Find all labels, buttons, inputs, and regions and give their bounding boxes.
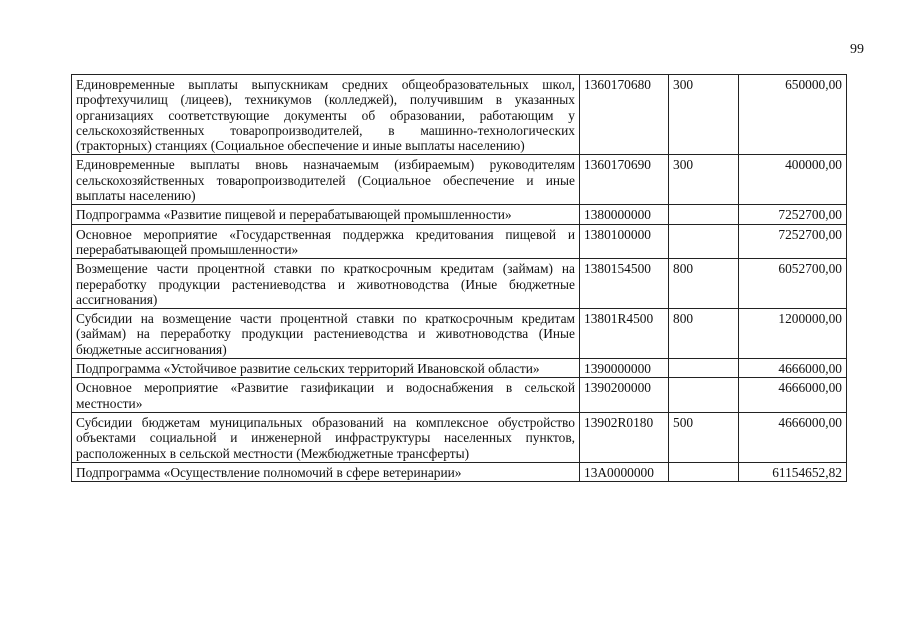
row-name: Возмещение части процентной ставки по краткосрочным кредитам (займам) на переработку продукции растениеводства и животноводства (Иные бюджетные ассигнования) [72,259,580,309]
row-expense-type: 500 [669,412,739,462]
row-sum: 7252700,00 [739,205,847,224]
row-code: 13902R0180 [580,412,669,462]
row-name: Основное мероприятие «Государственная поддержка кредитования пищевой и перерабатывающей промышленности» [72,224,580,259]
row-sum: 6052700,00 [739,259,847,309]
row-sum: 61154652,82 [739,462,847,481]
row-code: 1380000000 [580,205,669,224]
row-code: 1390200000 [580,378,669,413]
row-expense-type [669,205,739,224]
row-name: Подпрограмма «Устойчивое развитие сельских территорий Ивановской области» [72,359,580,378]
row-name: Основное мероприятие «Развитие газификации и водоснабжения в сельской местности» [72,378,580,413]
table-row [72,378,847,413]
row-sum: 4666000,00 [739,359,847,378]
table-row [72,259,847,309]
row-expense-type: 800 [669,259,739,309]
row-expense-type: 300 [669,155,739,205]
budget-table [71,74,847,482]
row-code: 13А0000000 [580,462,669,481]
row-name: Единовременные выплаты выпускникам средних общеобразовательных школ, профтехучилищ (лицеев), техникумов (колледжей), получившим в указанных организациях соответствующие документы об образовании, работающим у сельскохозяйственных товаропроизводителей, в машинно-технологических (тракторных) станциях (Социальное обеспечение и иные выплаты населению) [72,75,580,155]
table-row [72,155,847,205]
row-code: 1380100000 [580,224,669,259]
table-row [72,205,847,224]
row-sum: 4666000,00 [739,378,847,413]
row-sum: 1200000,00 [739,309,847,359]
table-row [72,224,847,259]
row-sum: 400000,00 [739,155,847,205]
row-sum: 650000,00 [739,75,847,155]
table-row [72,359,847,378]
row-name: Субсидии бюджетам муниципальных образований на комплексное обустройство объектами социальной и инженерной инфраструктуры населенных пунктов, расположенных в сельской местности (Межбюджетные трансферты) [72,412,580,462]
row-expense-type: 300 [669,75,739,155]
row-sum: 7252700,00 [739,224,847,259]
row-name: Субсидии на возмещение части процентной ставки по краткосрочным кредитам (займам) на переработку продукции растениеводства и животноводства (Иные бюджетные ассигнования) [72,309,580,359]
row-code: 1360170680 [580,75,669,155]
row-code: 1360170690 [580,155,669,205]
row-sum: 4666000,00 [739,412,847,462]
row-expense-type: 800 [669,309,739,359]
row-expense-type [669,359,739,378]
table-row [72,412,847,462]
row-name: Подпрограмма «Осуществление полномочий в сфере ветеринарии» [72,462,580,481]
row-code: 1380154500 [580,259,669,309]
row-expense-type [669,224,739,259]
table-row [72,462,847,481]
row-name: Подпрограмма «Развитие пищевой и перерабатывающей промышленности» [72,205,580,224]
row-expense-type [669,378,739,413]
table-row [72,75,847,155]
row-code: 13801R4500 [580,309,669,359]
table-row [72,309,847,359]
page-number: 99 [850,42,864,57]
row-expense-type [669,462,739,481]
row-name: Единовременные выплаты вновь назначаемым (избираемым) руководителям сельскохозяйственных товаропроизводителей (Социальное обеспечение и иные выплаты населению) [72,155,580,205]
row-code: 1390000000 [580,359,669,378]
